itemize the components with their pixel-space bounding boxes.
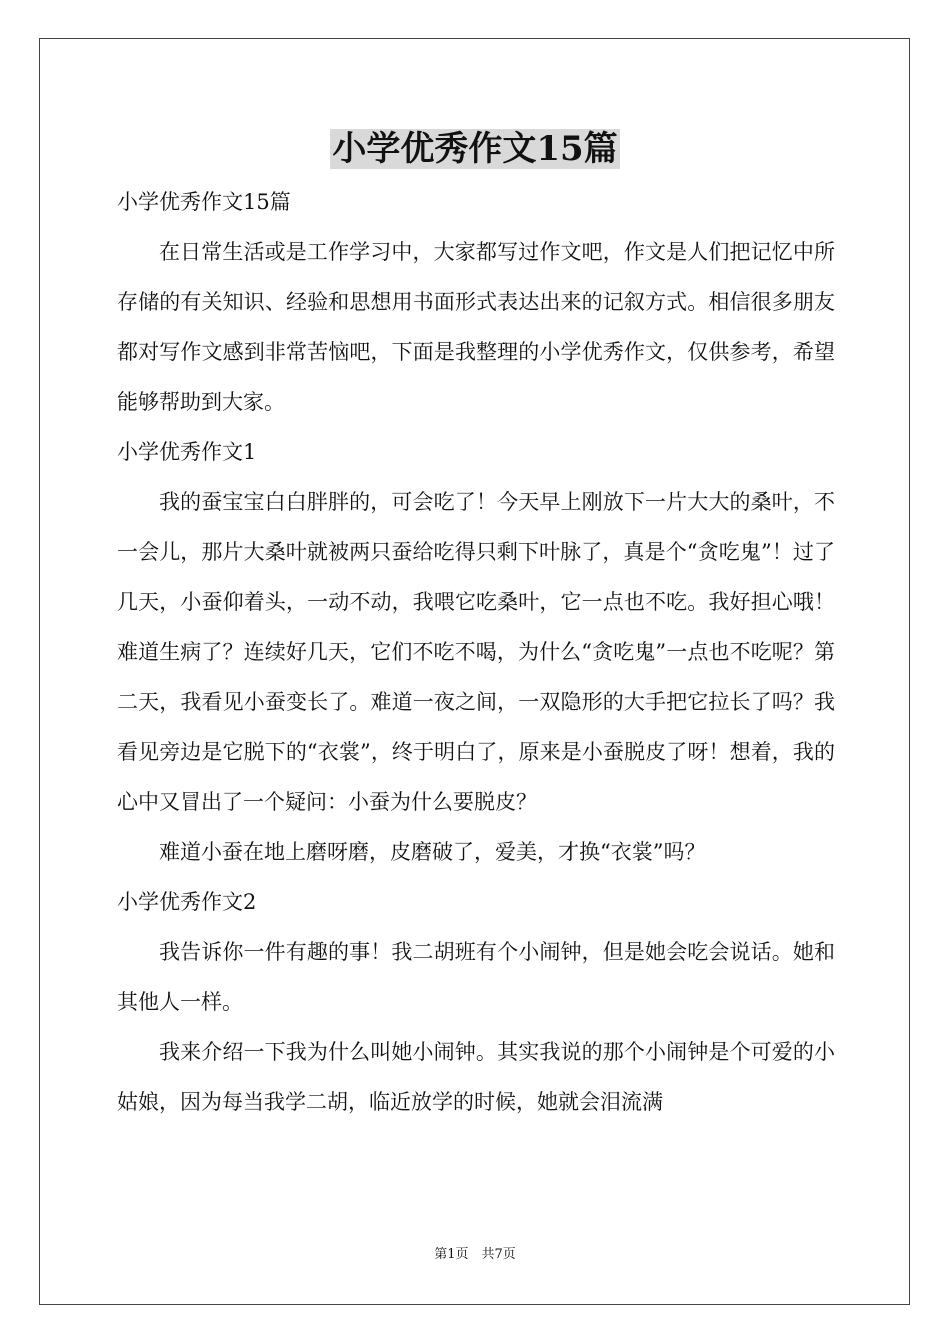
paragraph-essay-1-main: 我的蚕宝宝白白胖胖的，可会吃了！今天早上刚放下一片大大的桑叶，不一会儿，那片大桑叶就被两只蚕给吃得只剩下叶脉了，真是个“贪吃鬼”！过了几天，小蚕仰着头，一动不动，我喂它吃桑叶，它一点也不吃。我好担心哦！难道生病了？连续好几天，它们不吃不喝，为什么“贪吃鬼”一点也不吃呢？第二天，我看见小蚕变长了。难道一夜之间，一双隐形的大手把它拉长了吗？我看见旁边是它脱下的“衣裳”，终于明白了，原来是小蚕脱皮了呀！想着，我的心中又冒出了一个疑问：小蚕为什么要脱皮？: [117, 490, 835, 814]
document-title: [0, 127, 950, 171]
section-heading-essay-1: 小学优秀作文1: [117, 440, 257, 464]
paragraph-essay-2-main: 我来介绍一下我为什么叫她小闹钟。其实我说的那个小闹钟是个可爱的小姑娘，因为每当我学二胡，临近放学的时候，她就会泪流满: [117, 1040, 835, 1114]
paragraph-intro: 在日常生活或是工作学习中，大家都写过作文吧，作文是人们把记忆中所存储的有关知识、经验和思想用书面形式表达出来的记叙方式。相信很多朋友都对写作文感到非常苦恼吧，下面是我整理的小学优秀作文，仅供参考，希望能够帮助到大家。: [117, 240, 835, 414]
paragraph-essay-2-opening: 我告诉你一件有趣的事！我二胡班有个小闹钟，但是她会吃会说话。她和其他人一样。: [117, 940, 835, 1014]
page-number: 第1页 共7页: [434, 1247, 516, 1262]
page-footer: [0, 1246, 950, 1264]
section-heading-intro: 小学优秀作文15篇: [117, 190, 291, 214]
section-heading-essay-2: 小学优秀作文2: [117, 890, 257, 914]
document-body: [117, 177, 835, 1127]
paragraph-essay-1-ending: 难道小蚕在地上磨呀磨，皮磨破了，爱美，才换“衣裳”吗？: [159, 840, 706, 864]
document-title-text: 小学优秀作文15篇: [332, 129, 618, 169]
